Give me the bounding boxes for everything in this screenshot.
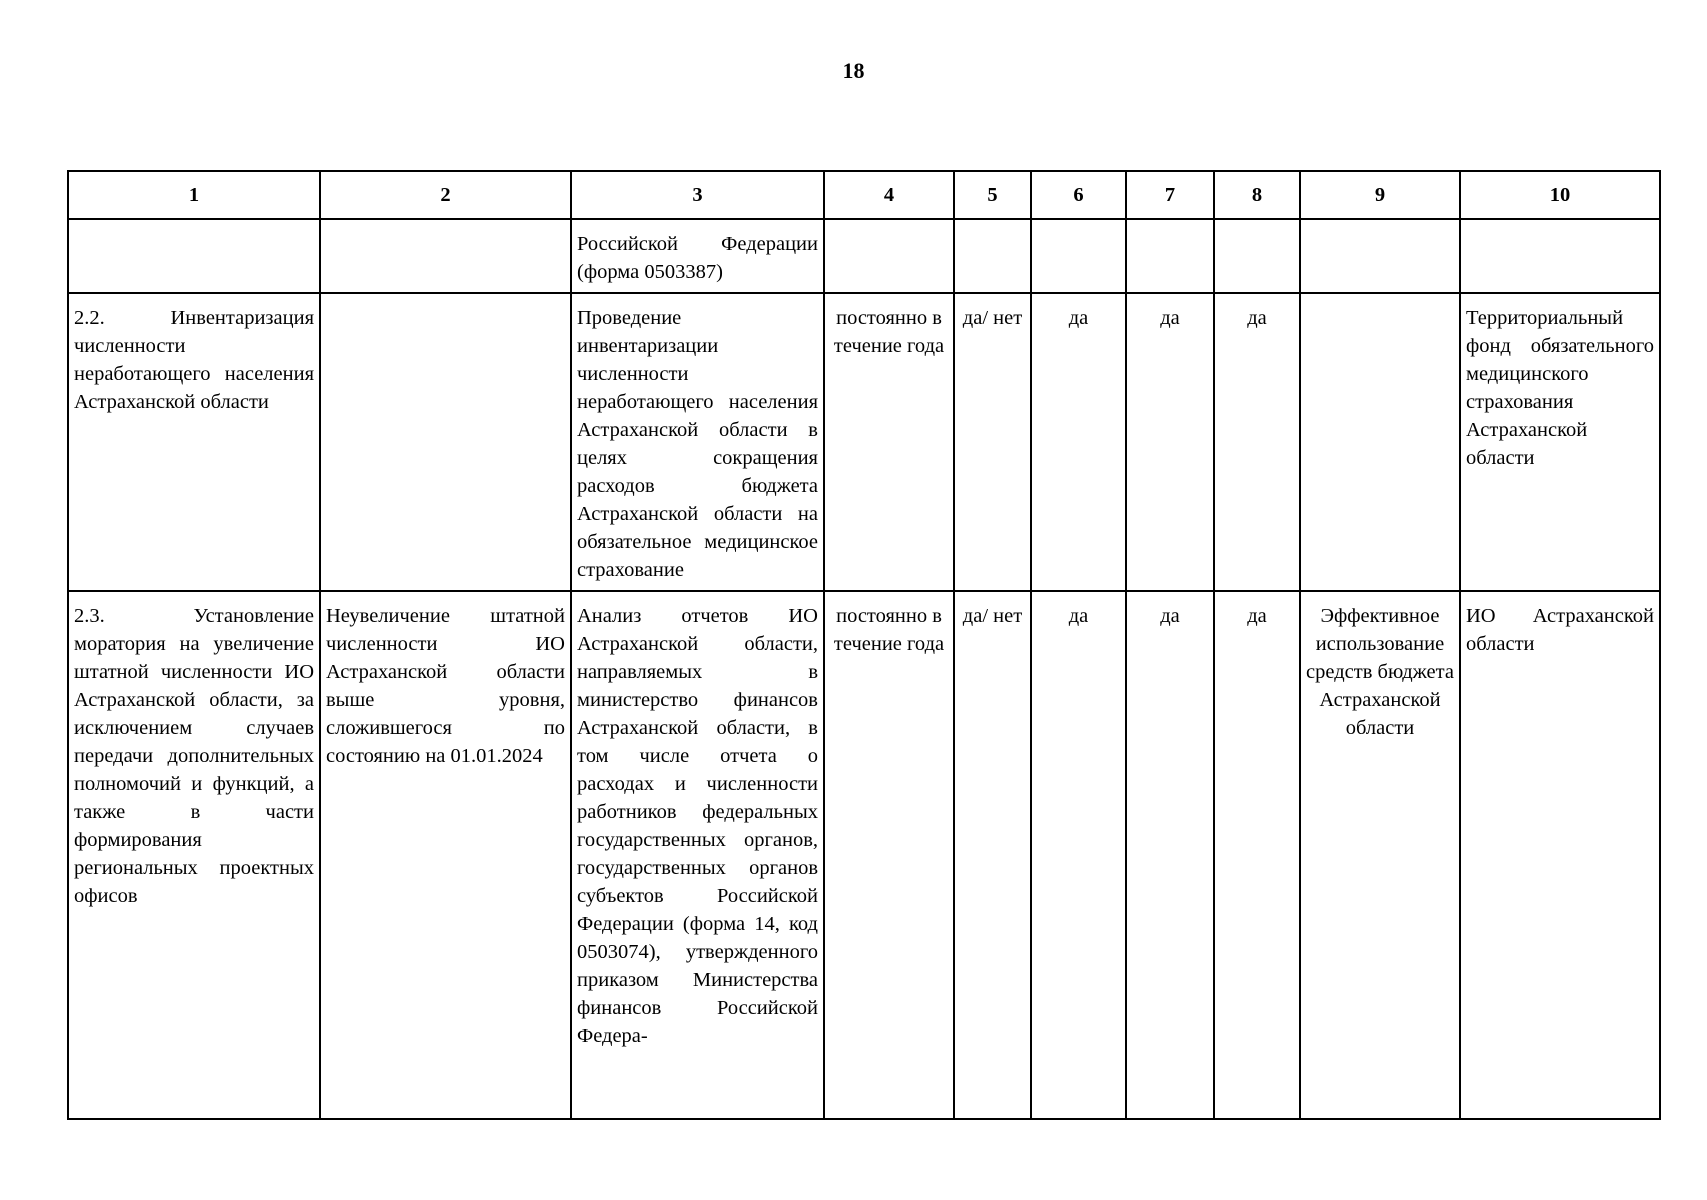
table-cell: ИО Астраханской области <box>1460 591 1660 1119</box>
table-row <box>68 591 1660 1119</box>
table-cell: Анализ отчетов ИО Астраханской области, направляемых в министерство финансов Астраханской области, в том числе отчета о расходах и численности работников федеральных государственных органов, государственных органов субъектов Российской Федерации (форма 14, код 0503074), утвержденного приказом Министерства финансов Российской Федера- <box>571 591 824 1119</box>
table-cell <box>1214 219 1300 293</box>
column-header: 2 <box>320 171 571 219</box>
table-cell: да <box>1214 591 1300 1119</box>
table-cell: Неувеличение штатной численности ИО Астраханской области выше уровня, сложившегося по состоянию на 01.01.2024 <box>320 591 571 1119</box>
table-cell: 2.2. Инвентаризация численности неработающего населения Астраханской области <box>68 293 320 591</box>
column-header: 7 <box>1126 171 1214 219</box>
column-header: 1 <box>68 171 320 219</box>
column-header: 4 <box>824 171 954 219</box>
table-cell <box>68 219 320 293</box>
table-cell: да <box>1031 591 1126 1119</box>
table-cell: Эффективное использование средств бюджета Астраханской области <box>1300 591 1460 1119</box>
column-header: 5 <box>954 171 1031 219</box>
table-cell <box>320 293 571 591</box>
table-cell: 2.3. Установление моратория на увеличение штатной численности ИО Астраханской области, за исключением случаев передачи дополнительных полномочий и функций, а также в части формирования региональных проектных офисов <box>68 591 320 1119</box>
table-cell <box>1126 219 1214 293</box>
table-cell: постоянно в течение года <box>824 293 954 591</box>
table-cell <box>1460 219 1660 293</box>
table-row <box>68 219 1660 293</box>
table-row <box>68 293 1660 591</box>
column-header: 10 <box>1460 171 1660 219</box>
column-number-row <box>68 171 1660 219</box>
table-cell: Территориальный фонд обязательного медицинского страхования Астраханской области <box>1460 293 1660 591</box>
column-header: 6 <box>1031 171 1126 219</box>
table-cell: Проведение инвентаризации численности неработающего населения Астраханской области в целях сокращения расходов бюджета Астраханской области на обязательное медицинское страхование <box>571 293 824 591</box>
table-cell <box>954 219 1031 293</box>
table-cell: Российской Федерации (форма 0503387) <box>571 219 824 293</box>
column-header: 8 <box>1214 171 1300 219</box>
table-cell: да <box>1214 293 1300 591</box>
column-header: 3 <box>571 171 824 219</box>
table-cell: да <box>1031 293 1126 591</box>
table-cell <box>1300 293 1460 591</box>
plan-table <box>67 170 1661 1120</box>
table-cell: постоянно в течение года <box>824 591 954 1119</box>
page-number: 18 <box>842 58 865 83</box>
column-header: 9 <box>1300 171 1460 219</box>
table-cell <box>320 219 571 293</box>
table-cell: да/ нет <box>954 293 1031 591</box>
table-cell <box>1031 219 1126 293</box>
table-cell: да <box>1126 293 1214 591</box>
table-cell: да <box>1126 591 1214 1119</box>
table-cell: да/ нет <box>954 591 1031 1119</box>
table-cell <box>824 219 954 293</box>
table-cell <box>1300 219 1460 293</box>
